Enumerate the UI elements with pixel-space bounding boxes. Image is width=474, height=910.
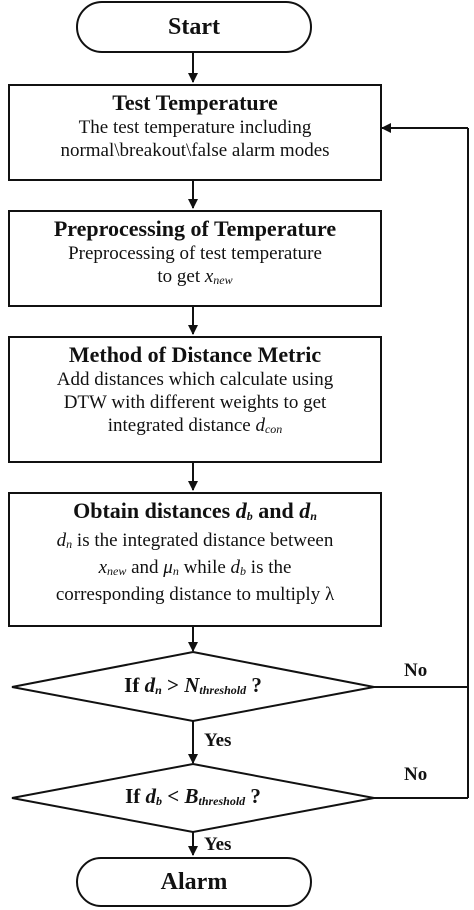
- distance-metric-line2: DTW with different weights to get: [63, 392, 327, 413]
- preprocessing-line2: to get $x_{new}$: [157, 266, 233, 287]
- start-label: Start: [168, 13, 220, 40]
- preprocessing-line1: Preprocessing of test temperature: [68, 243, 322, 264]
- test-temperature-title: Test Temperature: [112, 90, 278, 115]
- test-temperature-line1: The test temperature including: [78, 117, 312, 138]
- distance-metric-line1: Add distances which calculate using: [56, 369, 334, 390]
- distance-metric-line3: integrated distance $d_{con}$: [107, 415, 283, 436]
- test-temperature-box: [8, 84, 382, 181]
- obtain-distances-line3: corresponding distance to multiply λ: [55, 584, 335, 605]
- alarm-terminal: [76, 857, 312, 907]
- preprocessing-box: [8, 210, 382, 307]
- decision2-text: If $d_b < B_{threshold}$ ?: [125, 784, 261, 808]
- distance-metric-title: Method of Distance Metric: [68, 342, 322, 367]
- edge-label-no-2: No: [404, 764, 428, 785]
- edge-label-yes-2: Yes: [204, 834, 232, 855]
- edge-label-no-1: No: [404, 660, 428, 681]
- preprocessing-title: Preprocessing of Temperature: [53, 216, 337, 241]
- decision1-text: If $d_n > N_{threshold}$ ?: [124, 673, 262, 697]
- alarm-label: Alarm: [160, 868, 228, 895]
- start-terminal: [76, 1, 312, 53]
- obtain-distances-title: Obtain distances $d_b$ and $d_n$: [73, 498, 317, 523]
- edge-label-yes-1: Yes: [204, 730, 232, 751]
- obtain-distances-line2: $x_{new}$ and $\mu_n$ while $d_b$ is the: [98, 557, 292, 578]
- no-loop-line: [374, 128, 468, 687]
- obtain-distances-line1: $d_n$ is the integrated distance between: [56, 530, 334, 551]
- test-temperature-line2: normal\breakout\false alarm modes: [60, 140, 330, 161]
- distance-metric-box: [8, 336, 382, 463]
- obtain-distances-box: [8, 492, 382, 627]
